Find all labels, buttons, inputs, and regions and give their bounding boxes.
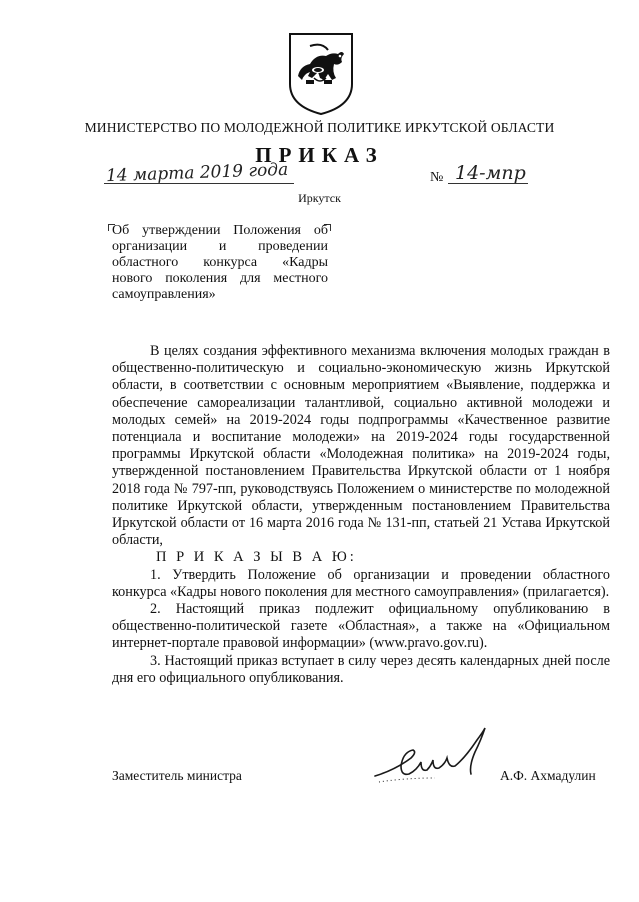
city-label: Иркутск [298, 191, 341, 205]
signer-name: А.Ф. Ахмадулин [500, 768, 596, 783]
document-body [112, 343, 610, 687]
document-type-title: ПРИКАЗ [255, 143, 384, 167]
order-word: П Р И К А З Ы В А Ю: [156, 549, 357, 566]
date-underline [104, 183, 294, 184]
ministry-name: МИНИСТЕРСТВО ПО МОЛОДЕЖНОЙ ПОЛИТИКЕ ИРКУТСКОЙ ОБЛАСТИ [84, 120, 555, 135]
order-item-1: 1. Утвердить Положение об организации и проведении областного конкурса «Кадры нового поколения для местного самоуправления» (прилагается). [112, 566, 610, 600]
handwritten-signature-icon [365, 722, 515, 790]
signer-role: Заместитель министра [112, 768, 242, 783]
handwritten-number: 14-мпр [455, 162, 526, 184]
preamble-paragraph: В целях создания эффективного механизма включения молодых граждан в общественно-политическую и социально-экономическую жизнь Иркутской области, в соответствии с основным мероприятием «Выявление, поддержка и обеспечение самореализации талантливой, социально активной молодежи и молодых семей» на 2019-2024 годы подпрограммы «Качественное развитие потенциала и воспитание молодежи» на 2019-2024 годы государственной программы Иркутской области «Молодежная политика» на 2019-2024 годы, утвержденной постановлением Правительства Иркутской области от 1 ноября 2018 года № 797-пп, руководствуясь Положением о министерстве по молодежной политике Иркутской области, утвержденным постановлением Правительства Иркутской области от 16 марта 2016 года № 131-пп, статьей 21 Устава Иркутской области, [112, 343, 610, 549]
subject-block [112, 223, 328, 303]
irkutsk-coat-of-arms-icon [288, 32, 354, 116]
subject-text: Об утверждении Положения об организации и проведении областного конкурса «Кадры нового поколения для местного самоуправления» [112, 223, 328, 302]
handwritten-date: 14 марта 2019 года [105, 159, 289, 187]
number-underline [448, 183, 528, 184]
order-item-3: 3. Настоящий приказ вступает в силу через десять календарных дней после дня его официального опубликования. [112, 652, 610, 686]
order-item-2: 2. Настоящий приказ подлежит официальному опубликованию в общественно-политической газете «Областная», а также на «Официальном интернет-портале правовой информации» (www.pravo.gov.ru). [112, 601, 610, 652]
number-sign: № [430, 170, 444, 185]
